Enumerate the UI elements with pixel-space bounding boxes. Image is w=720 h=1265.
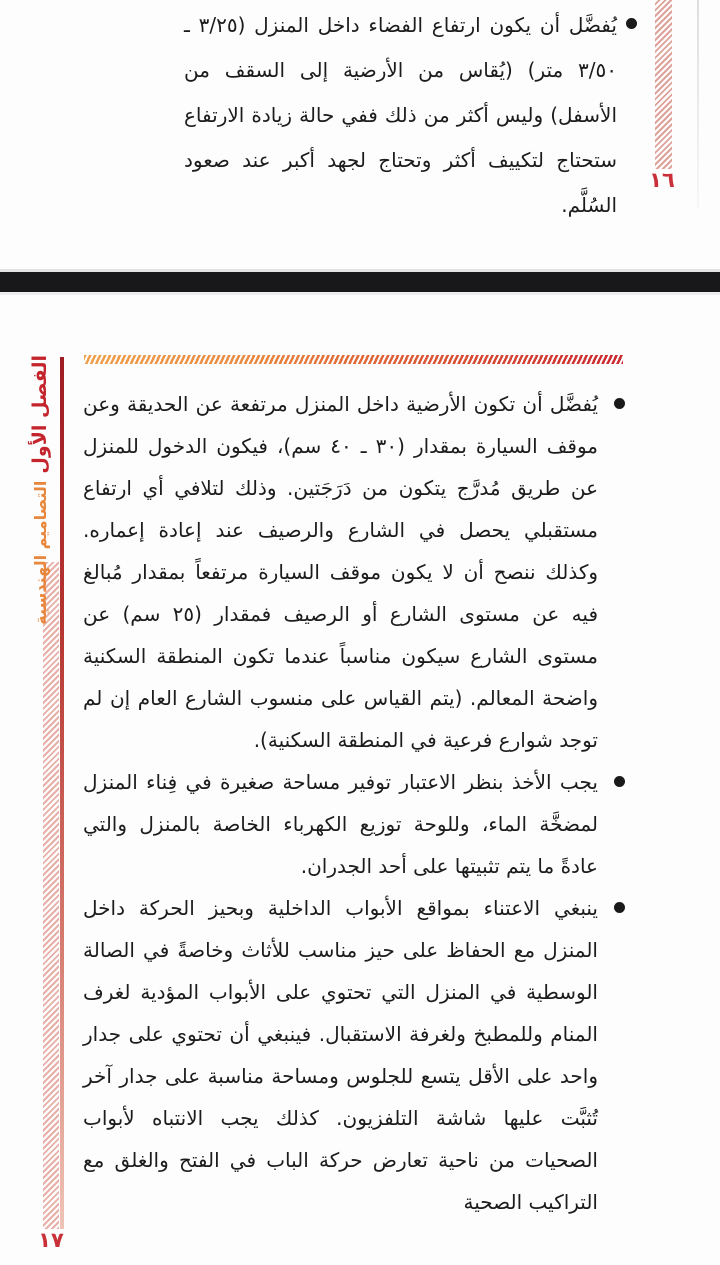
bullet-dot (614, 776, 625, 787)
section-title: التصاميم الهندسية (30, 480, 50, 625)
page16-scan-edge-line (697, 0, 699, 208)
bullet-text: يُفضَّل أن يكون ارتفاع الفضاء داخل المنزل (٣/٢٥ ـ ٣/٥٠ متر) (يُقاس من الأرضية إلى السقف من الأسفل) وليس أكثر من ذلك ففي حالة زيادة الارتفاع ستحتاج لتكييف أكثر وتحتاج لجهد أكبر عند صعود السُلَّم. (184, 13, 617, 217)
sidebar-margin-hatch (43, 562, 59, 1229)
sidebar-rule-line (60, 357, 64, 1229)
page16-text-column (184, 3, 617, 228)
page-divider-bar (0, 269, 720, 295)
chapter-ribbon (26, 355, 54, 625)
chapter-title: الفصل الأول (29, 355, 51, 474)
bullet-text: يُفضَّل أن تكون الأرضية داخل المنزل مرتفعة عن الحديقة وعن موقف السيارة بمقدار (٣٠ ـ ٤٠ سم)، فيكون الدخول للمنزل عن طريق مُدرَّج يتكون من دَرَجَتين. وذلك لتلافي أي ارتفاع مستقبلي يحصل في الشارع والرصيف عند إعادة إعماره. وكذلك ننصح أن لا يكون موقف السيارة مرتفعاً بمقدار مُبالغ فيه عن مستوى الشارع أو الرصيف فمقدار (٢٥ سم) عن مستوى الشارع سيكون مناسباً عندما تكون المنطقة السكنية واضحة المعالم. (يتم القياس على منسوب الشارع العام إن لم توجد شوارع فرعية في المنطقة السكنية). (83, 392, 598, 752)
bullet-text: يجب الأخذ بنظر الاعتبار توفير مساحة صغيرة في فِناء المنزل لمضخَّة الماء، وللوحة توزيع الكهرباء الخاصة بالمنزل والتي عادةً ما يتم تثبيتها على أحد الجدران. (83, 770, 598, 878)
bullet-dot (626, 18, 637, 29)
page17-text-column (83, 383, 598, 1223)
bullet-text: ينبغي الاعتناء بمواقع الأبواب الداخلية وبحيز الحركة داخل المنزل مع الحفاظ على حيز مناسب للأثاث وخاصةً في الصالة الوسطية في المنزل التي تحتوي على الأبواب المؤدية لغرف المنام وللمطبخ ولغرفة الاستقبال. فينبغي أن تحتوي على جدار واحد على الأقل يتسع للجلوس ومساحة مناسبة على جدار آخر تُثبَّت عليها شاشة التلفزيون. كذلك يجب الانتباه لأبواب الصحيات من ناحية تعارض حركة الباب في الفتح والغلق مع التراكيب الصحية (83, 896, 598, 1214)
bullet-item (184, 3, 617, 228)
page16-page-number: ١٦ (649, 168, 675, 192)
bullet-item (83, 887, 598, 1223)
bullet-dot (614, 398, 625, 409)
page16-margin-hatch (655, 0, 672, 169)
bullet-dot (614, 902, 625, 913)
bullet-item (83, 761, 598, 887)
bullet-item (83, 383, 598, 761)
chapter-decorative-band (84, 355, 623, 364)
page17-page-number: ١٧ (38, 1228, 64, 1252)
